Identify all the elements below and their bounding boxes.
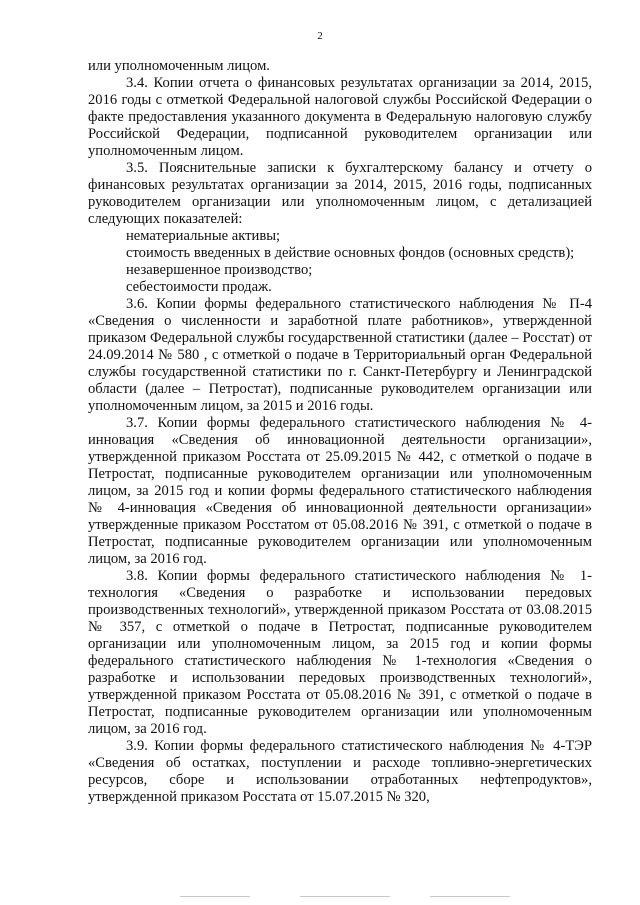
paragraph-3-7: 3.7. Копии формы федерального статистического наблюдения № 4-инновация «Сведения об инновационной деятельности организации», утвержденной приказом Росстата от 25.09.2015 № 442, с отметкой о подаче в Петростат, подписанные руководителем организации или уполномоченным лицом, за 2015 год и копии формы федерального статистического наблюдения № 4-инновация «Сведения об инновационной деятельности организации» утвержденные приказом Росстатом от 05.08.2016 № 391, с отметкой о подаче в Петростат, подписанные руководителем организации или уполномоченным лицом, за 2016 год. bbox=[88, 415, 592, 567]
paragraph-3-4: 3.4. Копии отчета о финансовых результатах организации за 2014, 2015, 2016 годы с отметкой Федеральной налоговой службы Российской Федерации о факте предоставления указанного документа в Федеральную налоговую службу Российской Федерации, подписанной руководителем организации или уполномоченным лицом. bbox=[88, 75, 592, 159]
paragraph-3-9: 3.9. Копии формы федерального статистического наблюдения № 4-ТЭР «Сведения об остатках, поступлении и расходе топливно-энергетических ресурсов, сборе и использовании отработанных нефтепродуктов», утвержденной приказом Росстата от 15.07.2015 № 320, bbox=[88, 738, 592, 805]
list-item: стоимость введенных в действие основных фондов (основных средств); bbox=[126, 245, 575, 261]
page-number: 2 bbox=[317, 30, 323, 42]
paragraph-continuation: или уполномоченным лицом. bbox=[88, 58, 270, 74]
footer-divider bbox=[300, 896, 390, 897]
paragraph-3-6: 3.6. Копии формы федерального статистического наблюдения № П-4 «Сведения о численности и заработной плате работников», утвержденной приказом Федеральной службы государственной статистики (далее – Росстат) от 24.09.2014 № 580 , с отметкой о подаче в Территориальный орган Федеральной службы государственной статистики по г. Санкт-Петербургу и Ленинградской области (далее – Петростат), подписанные руководителем организации или уполномоченным лицом, за 2015 и 2016 годы. bbox=[88, 296, 592, 414]
paragraph-3-8: 3.8. Копии формы федерального статистического наблюдения № 1-технология «Сведения о разработке и использовании передовых производственных технологий», утвержденной приказом Росстата от 03.08.2015 № 357, с отметкой о подаче в Петростат, подписанные руководителем организации или уполномоченным лицом, за 2015 год и копии формы федерального статистического наблюдения № 1-технология «Сведения о разработке и использовании передовых производственных технологий», утвержденной приказом Росстата от 05.08.2016 № 391, с отметкой о подаче в Петростат, подписанные руководителем организации или уполномоченным лицом, за 2016 год. bbox=[88, 568, 592, 737]
list-item: нематериальные активы; bbox=[126, 228, 281, 244]
list-item: себестоимости продаж. bbox=[126, 279, 272, 295]
paragraph-3-5: 3.5. Пояснительные записки к бухгалтерскому балансу и отчету о финансовых результатах организации за 2014, 2015, 2016 годы, подписанных руководителем организации или уполномоченным лицом, с детализацией следующих показателей: bbox=[88, 160, 592, 227]
document-body bbox=[88, 58, 592, 806]
footer-divider bbox=[180, 896, 250, 897]
footer-divider bbox=[430, 896, 510, 897]
list-item: незавершенное производство; bbox=[126, 262, 313, 278]
